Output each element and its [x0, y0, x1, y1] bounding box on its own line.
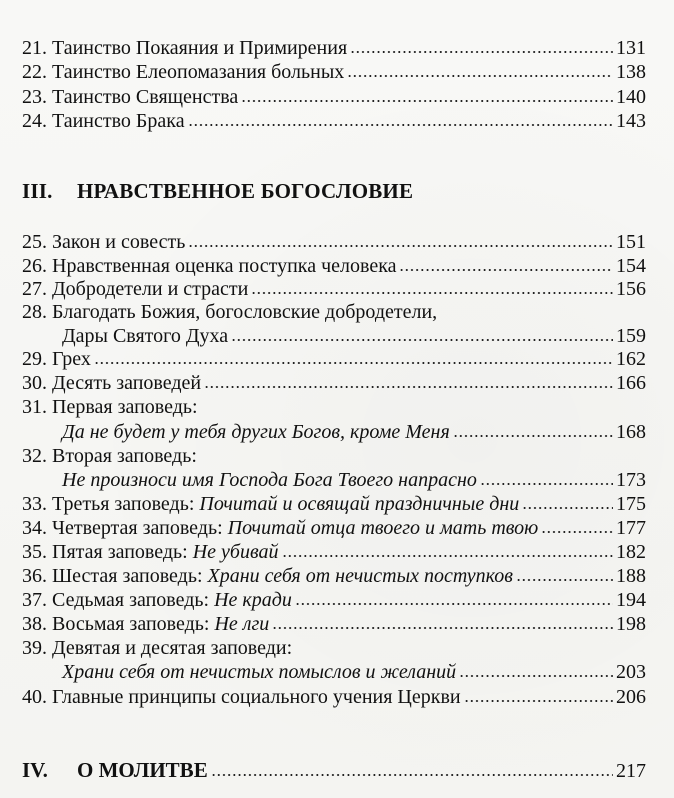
toc-entry-title	[22, 611, 269, 637]
toc-entry-title: 31. Первая заповедь:	[22, 396, 198, 418]
toc-entry-32-line1[interactable]	[22, 443, 646, 469]
toc-entry-33[interactable]	[22, 491, 646, 517]
toc-entry-31-line1[interactable]	[22, 394, 646, 420]
toc-entry-page: 203	[616, 661, 646, 683]
toc-entry-title: 22. Таинство Елеопомазания больных	[22, 61, 345, 83]
toc-entry-title: 39. Девятая и десятая заповеди:	[22, 637, 293, 659]
dot-leader	[295, 602, 613, 606]
toc-entry-title: 23. Таинство Священства	[22, 86, 239, 108]
toc-entry-page: 177	[616, 517, 646, 539]
dot-leader	[241, 99, 613, 103]
toc-entry-title	[22, 563, 513, 589]
toc-entry-page: 182	[616, 541, 646, 563]
toc-entry-page: 162	[616, 348, 646, 370]
toc-entry-page: 168	[616, 421, 646, 443]
toc-entry-page: 175	[616, 493, 646, 515]
toc-entry-page: 217	[616, 760, 646, 782]
section-heading-3[interactable]	[22, 178, 413, 204]
toc-entry-title-cont: Дары Святого Духа	[62, 325, 229, 347]
toc-entry-page: 159	[616, 325, 646, 347]
dot-leader	[459, 674, 613, 678]
toc-entry-title	[22, 587, 292, 613]
dot-leader	[480, 482, 613, 486]
toc-entry-title: 30. Десять заповедей	[22, 372, 202, 394]
dot-leader	[204, 385, 613, 389]
toc-entry-page: 151	[616, 231, 646, 253]
section-title-text: О МОЛИТВЕ	[77, 758, 208, 782]
toc-entry-commandment: Почитай и освящай праздничные дни	[199, 493, 520, 515]
toc-entry-title	[22, 491, 519, 517]
toc-entry-label: 38. Восьмая заповедь:	[22, 613, 215, 635]
toc-entry-commandment: Не убивай	[192, 541, 279, 563]
dot-leader	[188, 123, 613, 127]
dot-leader	[347, 74, 613, 78]
section-roman: III.	[22, 179, 53, 203]
dot-leader	[231, 338, 613, 342]
toc-entry-32[interactable]	[22, 467, 646, 493]
dot-leader	[94, 361, 613, 365]
toc-entry-label: 33. Третья заповедь:	[22, 493, 200, 515]
toc-entry-title: 24. Таинство Брака	[22, 110, 185, 132]
toc-entry-commandment: Не кради	[214, 589, 292, 611]
dot-leader	[350, 50, 613, 54]
toc-entry-label: 37. Седьмая заповедь:	[22, 589, 215, 611]
dot-leader	[541, 530, 613, 534]
toc-entry-35[interactable]	[22, 539, 646, 565]
dot-leader	[522, 506, 613, 510]
toc-entry-page: 206	[616, 686, 646, 708]
toc-entry-24[interactable]	[22, 108, 646, 134]
dot-leader	[272, 626, 613, 630]
toc-entry-page: 156	[616, 278, 646, 300]
toc-entry-39[interactable]	[22, 659, 646, 685]
dot-leader	[453, 434, 613, 438]
toc-entry-title: 26. Нравственная оценка поступка человека	[22, 255, 397, 277]
toc-entry-title: 21. Таинство Покаяния и Примирения	[22, 37, 348, 59]
toc-entry-commandment: Не лги	[214, 613, 270, 635]
dot-leader	[251, 291, 613, 295]
toc-entry-22[interactable]	[22, 59, 646, 85]
toc-entry-28-line1[interactable]	[22, 299, 646, 325]
dot-leader	[188, 244, 613, 248]
toc-entry-label: 35. Пятая заповедь:	[22, 541, 193, 563]
toc-entry-title	[22, 539, 279, 565]
toc-entry-commandment: Храни себя от нечистых поступков	[207, 565, 513, 587]
toc-entry-title: 32. Вторая заповедь:	[22, 445, 197, 467]
toc-entry-commandment: Не произноси имя Господа Бога Твоего напрасно	[62, 469, 477, 491]
section-heading-4[interactable]	[22, 757, 646, 784]
toc-entry-commandment: Храни себя от нечистых помыслов и желаний	[62, 661, 457, 683]
toc-entry-title: 28. Благодать Божия, богословские добродетели,	[22, 301, 438, 323]
toc-entry-title: 29. Грех	[22, 348, 91, 370]
dot-leader	[211, 773, 613, 777]
toc-entry-37[interactable]	[22, 587, 646, 613]
toc-entry-page: 188	[616, 565, 646, 587]
toc-entry-page: 173	[616, 469, 646, 491]
dot-leader	[282, 554, 613, 558]
toc-entry-page: 194	[616, 589, 646, 611]
toc-entry-29[interactable]	[22, 346, 646, 372]
toc-entry-label: 34. Четвертая заповедь:	[22, 517, 228, 539]
toc-entry-page: 140	[616, 86, 646, 108]
toc-entry-30[interactable]	[22, 370, 646, 396]
toc-entry-commandment: Почитай отца твоего и мать твою	[227, 517, 539, 539]
toc-entry-page: 198	[616, 613, 646, 635]
toc-entry-page: 143	[616, 110, 646, 132]
toc-entry-31[interactable]	[22, 419, 646, 445]
toc-entry-page: 131	[616, 37, 646, 59]
toc-entry-title	[22, 515, 538, 541]
toc-entry-page: 138	[616, 61, 646, 83]
toc-entry-page: 166	[616, 372, 646, 394]
toc-entry-38[interactable]	[22, 611, 646, 637]
toc-entry-label: 36. Шестая заповедь:	[22, 565, 208, 587]
dot-leader	[464, 699, 613, 703]
toc-entry-title: 25. Закон и совесть	[22, 231, 186, 253]
toc-entry-39-line1[interactable]	[22, 635, 646, 661]
toc-entry-34[interactable]	[22, 515, 646, 541]
toc-entry-title: 40. Главные принципы социального учения Церкви	[22, 686, 461, 708]
section-roman: IV.	[22, 758, 48, 782]
toc-entry-40[interactable]	[22, 684, 646, 710]
toc-entry-36[interactable]	[22, 563, 646, 589]
toc-entry-25[interactable]	[22, 229, 646, 255]
toc-entry-page: 154	[616, 255, 646, 277]
dot-leader	[399, 268, 613, 272]
toc-entry-commandment: Да не будет у тебя других Богов, кроме Меня	[62, 421, 450, 443]
section-title: НРАВСТВЕННОЕ БОГОСЛОВИЕ	[77, 179, 414, 203]
toc-entry-23[interactable]	[22, 84, 646, 110]
toc-entry-title: 27. Добродетели и страсти	[22, 278, 249, 300]
toc-entry-21[interactable]	[22, 35, 646, 61]
section-title	[22, 757, 208, 783]
dot-leader	[516, 578, 613, 582]
